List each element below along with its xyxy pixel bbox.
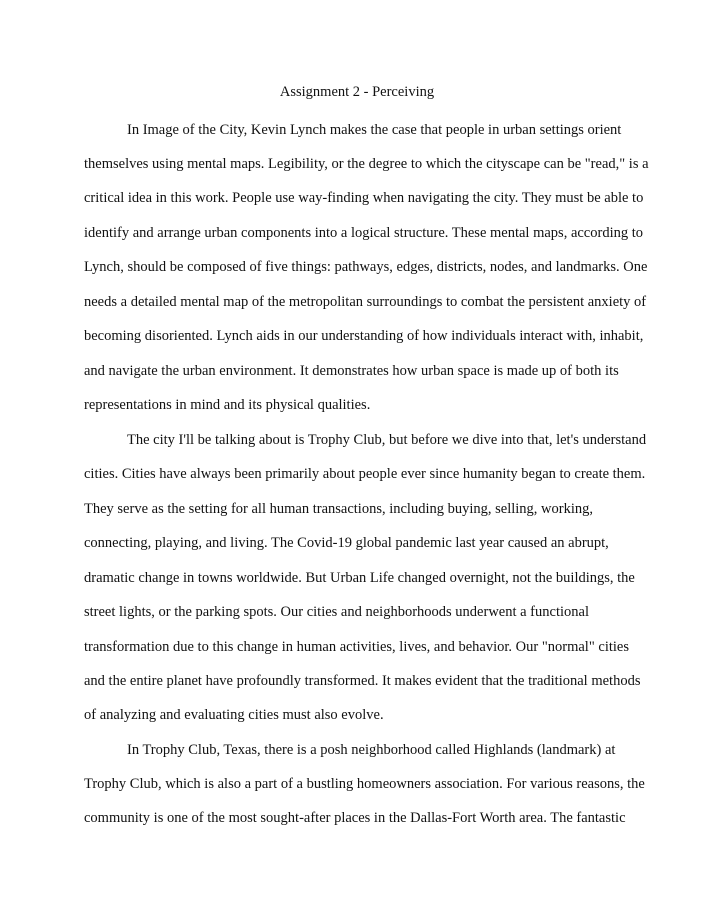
- text-line: street lights, or the parking spots. Our cities and neighborhoods underwent a functional: [84, 604, 589, 620]
- document-title: Assignment 2 - Perceiving: [279, 84, 435, 100]
- text-line: representations in mind and its physical qualities.: [84, 397, 371, 413]
- text-line: and navigate the urban environment. It demonstrates how urban space is made up of both its: [84, 363, 619, 379]
- text-line: and the entire planet have profoundly transformed. It makes evident that the traditional methods: [84, 673, 641, 689]
- text-line: In Image of the City, Kevin Lynch makes the case that people in urban settings orient: [127, 122, 622, 138]
- text-line: becoming disoriented. Lynch aids in our understanding of how individuals interact with, inhabit,: [84, 328, 644, 344]
- text-line: The city I'll be talking about is Trophy Club, but before we dive into that, let's understand: [127, 432, 647, 448]
- text-line: In Trophy Club, Texas, there is a posh neighborhood called Highlands (landmark) at: [127, 742, 616, 758]
- text-line: Trophy Club, which is also a part of a bustling homeowners association. For various reasons, the: [84, 776, 645, 792]
- text-line: transformation due to this change in human activities, lives, and behavior. Our "normal" cities: [84, 639, 629, 655]
- text-line: needs a detailed mental map of the metropolitan surroundings to combat the persistent anxiety of: [84, 294, 647, 310]
- text-line: of analyzing and evaluating cities must also evolve.: [84, 707, 384, 723]
- text-line: dramatic change in towns worldwide. But Urban Life changed overnight, not the buildings, the: [84, 570, 635, 586]
- text-line: They serve as the setting for all human transactions, including buying, selling, working,: [84, 501, 594, 517]
- text-line: connecting, playing, and living. The Covid-19 global pandemic last year caused an abrupt,: [84, 535, 609, 551]
- text-line: community is one of the most sought-after places in the Dallas-Fort Worth area. The fantastic: [84, 810, 626, 826]
- text-line: identify and arrange urban components into a logical structure. These mental maps, according to: [84, 225, 644, 241]
- text-line: Lynch, should be composed of five things: pathways, edges, districts, nodes, and landmarks. One: [84, 259, 648, 275]
- text-line: themselves using mental maps. Legibility, or the degree to which the cityscape can be "read," is a: [84, 156, 649, 172]
- text-line: cities. Cities have always been primarily about people ever since humanity began to create them.: [84, 466, 646, 482]
- text-line: critical idea in this work. People use way-finding when navigating the city. They must be able to: [84, 190, 644, 206]
